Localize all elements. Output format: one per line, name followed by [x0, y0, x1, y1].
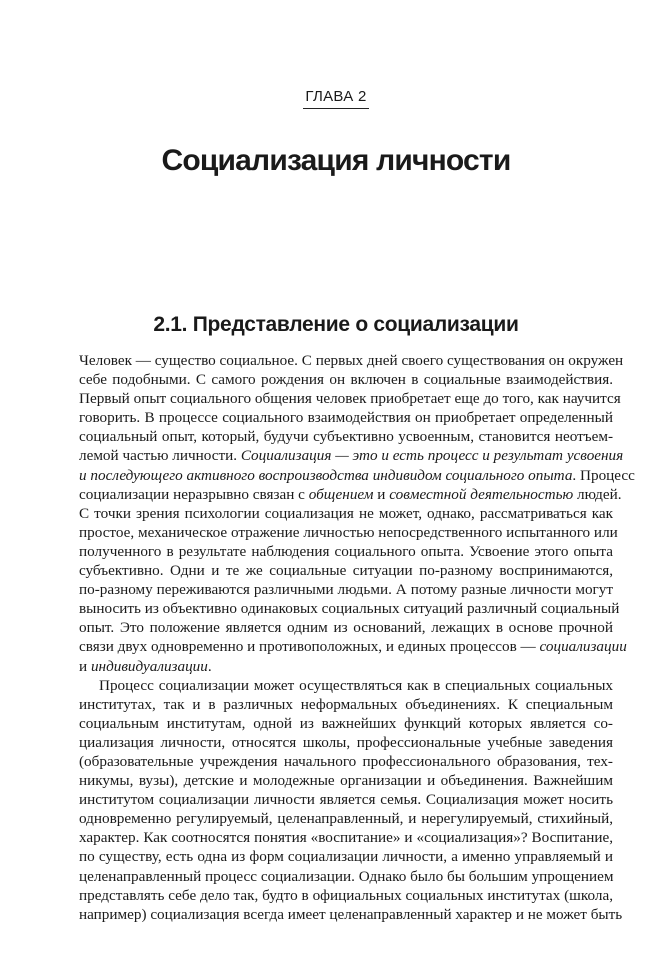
text-line [79, 714, 613, 733]
emphasis-text: социализации [539, 638, 627, 656]
text-run: институтах, так и в различных неформальных объединениях. К специальным [79, 695, 613, 713]
text-line [79, 351, 624, 370]
text-line [79, 676, 613, 695]
text-run: циализация личности, относятся школы, профессиональные учебные заведения [79, 733, 613, 751]
body-text [79, 351, 635, 924]
text-run: социальным институтам, одной из важнейших функций которых является со- [79, 714, 613, 732]
text-line [79, 771, 613, 790]
text-run: никумы, вузы), детские и молодежные организации и объединения. Важнейшим [79, 772, 613, 790]
text-run: опыт. Это положение является одним из оснований, лежащих в основе прочной [79, 619, 613, 637]
text-run: простое, механическое отражение личностью непосредственного испытанного или [79, 523, 618, 541]
text-line [79, 485, 622, 504]
text-line [79, 809, 613, 828]
text-line [79, 618, 613, 637]
text-line [79, 408, 613, 427]
text-line [79, 886, 613, 905]
text-run: говорить. В процессе социального взаимодействия он приобретает определенный [79, 409, 613, 427]
text-run: связи двух одновременно и противоположных, и единых процессов — [79, 638, 540, 656]
text-run: социальный опыт, который, будучи субъективно усвоенным, становится неотъем- [79, 428, 613, 446]
text-run: и [79, 657, 91, 675]
text-run: выносить из объективно одинаковых социальных ситуаций различный социальный [79, 600, 620, 618]
text-run: по существу, есть одна из форм социализации личности, а именно управляемый и [79, 848, 613, 866]
emphasis-text: совместной деятельностью [389, 485, 574, 503]
text-line [79, 446, 624, 465]
text-line [79, 695, 613, 714]
text-run: например) социализация всегда имеет целенаправленный характер и не может быть [79, 905, 623, 923]
text-line [79, 504, 613, 523]
paragraph [79, 351, 635, 676]
emphasis-text: индивидуализации [90, 657, 208, 675]
text-run: социализации неразрывно связан с [79, 485, 309, 503]
text-line [79, 370, 613, 389]
text-run: . Процесс [572, 466, 635, 484]
text-run: целенаправленный процесс социализации. Однако было бы большим упрощением [79, 867, 614, 885]
text-line [79, 790, 613, 809]
text-run: Человек — существо социальное. С первых дней своего существования он окружен [79, 352, 624, 369]
text-run: представлять себе дело так, будто в официальных социальных институтах (школа, [79, 886, 613, 904]
emphasis-text: и последующего активного воспроизводства индивидом социального опыта [79, 466, 573, 484]
text-line [79, 599, 620, 618]
text-run: одновременно регулируемый, целенаправленный, и нерегулируемый, стихийный, [79, 810, 613, 828]
text-line [79, 580, 613, 599]
text-line [79, 733, 613, 752]
text-line [79, 427, 613, 446]
text-line [79, 637, 627, 656]
text-line [79, 523, 618, 542]
text-run: Первый опыт социального общения человек приобретает еще до того, как научится [79, 390, 621, 408]
text-line [79, 905, 623, 924]
chapter-label-text: ГЛАВА 2 [303, 89, 368, 109]
text-run: характер. Как соотносятся понятия «воспитание» и «социализация»? Воспитание, [79, 829, 613, 847]
text-run: Процесс социализации может осуществляться как в специальных социальных [99, 676, 613, 694]
text-line [79, 867, 613, 886]
text-run: полученного в результате наблюдения социального опыта. Усвоение этого опыта [79, 542, 613, 560]
text-line [79, 561, 613, 580]
text-run: себе подобными. С самого рождения он включен в социальные взаимодействия. [79, 371, 613, 389]
text-line [79, 389, 621, 408]
text-run: субъективно. Одни и те же социальные ситуации по-разному воспринимаются, [79, 562, 613, 580]
chapter-title: Социализация личности [161, 144, 511, 177]
text-run: по-разному переживаются различными людьми. А потому разные личности могут [79, 581, 613, 599]
text-line [79, 542, 613, 561]
section-title: 2.1. Представление о социализации [153, 313, 519, 336]
text-run: людей. [573, 485, 622, 503]
text-run: С точки зрения психологии социализация не может, однако, рассматриваться как [79, 504, 613, 522]
emphasis-text: Социализация — это и есть процесс и результат усвоения [240, 447, 624, 465]
text-line [79, 828, 613, 847]
text-line [79, 466, 635, 485]
paragraph [79, 676, 623, 924]
text-line [79, 847, 613, 866]
text-run: и [373, 485, 390, 503]
text-run: . [207, 657, 212, 675]
emphasis-text: общением [308, 485, 374, 503]
text-run: институтом социализации личности является семья. Социализация может носить [79, 791, 613, 809]
text-line [79, 752, 613, 771]
text-run: (образовательные учреждения начального профессионального образования, тех- [79, 752, 613, 770]
text-line [79, 657, 613, 676]
chapter-label [0, 88, 672, 109]
text-run: лемой частью личности. [79, 447, 241, 465]
